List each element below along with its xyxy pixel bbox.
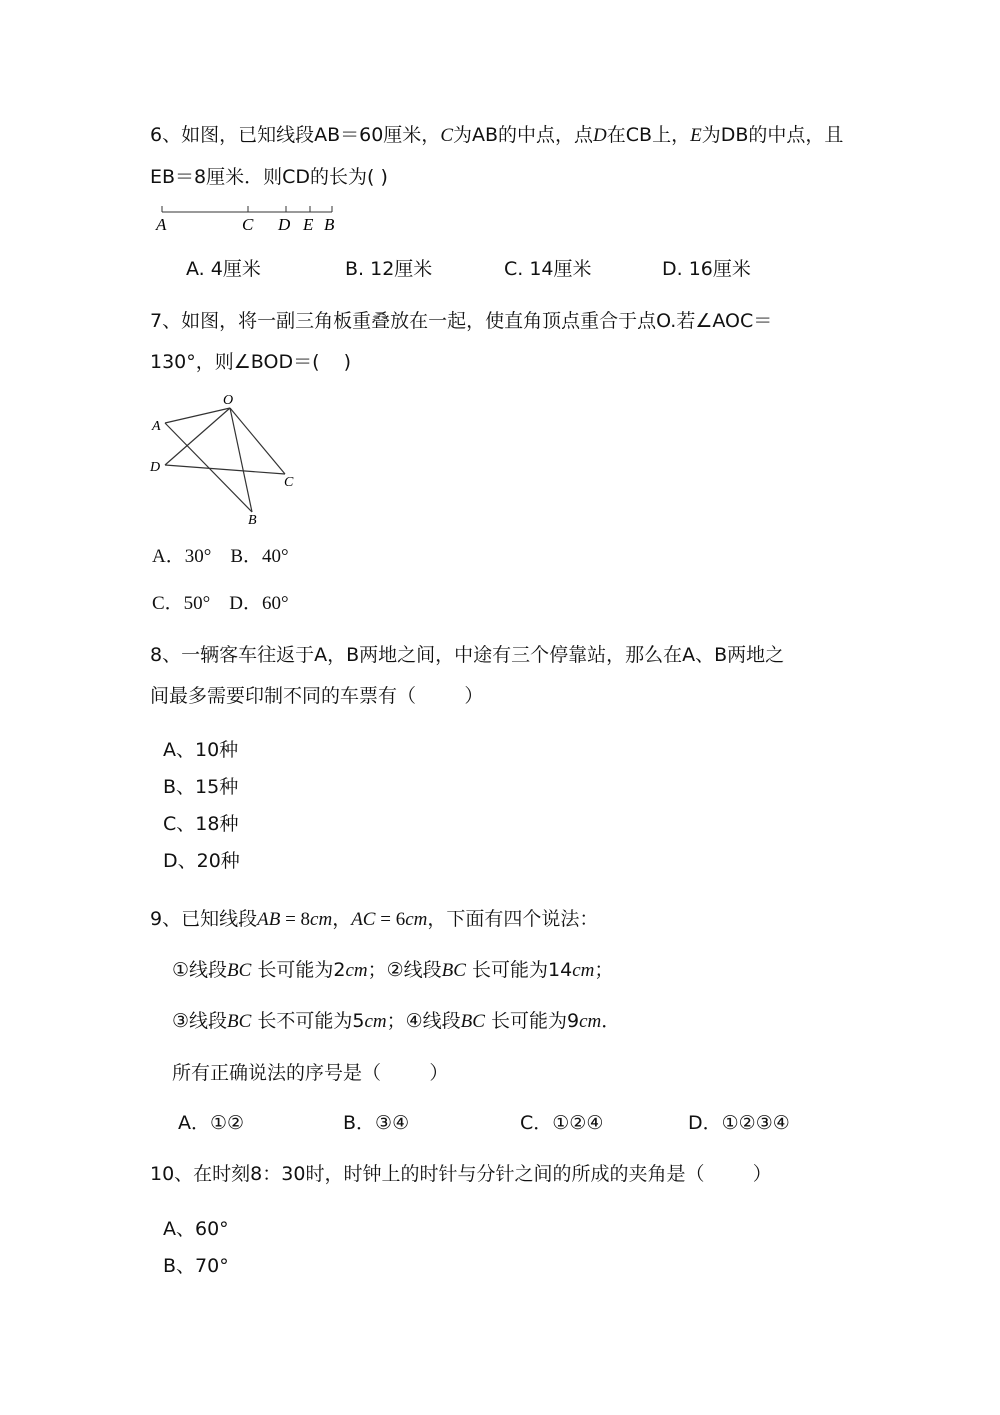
q9-text: 长可能为2 — [257, 959, 346, 981]
q6-segment-figure — [150, 200, 350, 240]
q9-text: ． — [601, 1010, 621, 1032]
q8-option-a: A、10种 — [163, 739, 239, 761]
q9-text: ；④线段 — [386, 1010, 461, 1032]
q6-var-c: C — [440, 125, 453, 146]
q9-var-ac: AC — [351, 909, 376, 930]
q6-text: 为DB的中点，且 — [701, 124, 844, 146]
q9-statement2 — [172, 1008, 620, 1035]
q7-triangle-figure — [145, 390, 315, 530]
q6-var-e: E — [690, 125, 702, 146]
q6-option-c: C. 14厘米 — [504, 258, 592, 280]
q10-option-a: A、60° — [163, 1218, 229, 1240]
q9-statement1 — [172, 957, 613, 984]
q6-label-d: D — [278, 215, 291, 234]
q9-text: 长不可能为5 — [257, 1010, 365, 1032]
q6-label-e: E — [303, 215, 314, 234]
q6-text: 6、如图，已知线段AB＝60厘米， — [150, 124, 441, 146]
q6-text: 在CB上， — [606, 124, 691, 146]
q9-var-bc: BC — [227, 1011, 252, 1032]
q8-option-b: B、15种 — [163, 776, 239, 798]
q9-var-bc: BC — [441, 960, 466, 981]
q9-prompt: 所有正确说法的序号是（ ） — [172, 1062, 449, 1084]
q6-option-d: D. 16厘米 — [662, 258, 751, 280]
q9-unit: cm — [405, 909, 428, 930]
q9-text: ； — [594, 959, 614, 981]
q9-line1 — [150, 906, 598, 933]
q9-unit: cm — [364, 1011, 387, 1032]
q8-option-d: D、20种 — [163, 850, 240, 872]
q7-label-d: D — [150, 460, 161, 475]
q9-option-d: D．①②③④ — [688, 1112, 790, 1134]
q9-text: ，下面有四个说法： — [427, 908, 599, 930]
q8-option-c: C、18种 — [163, 813, 239, 835]
q6-option-b: B. 12厘米 — [345, 258, 433, 280]
q9-unit: cm — [579, 1011, 602, 1032]
q9-var-ab: AB — [257, 909, 281, 930]
q6-label-b: B — [324, 215, 335, 234]
q7-label-b: B — [248, 513, 257, 528]
q9-unit: cm — [310, 909, 333, 930]
q7-label-a: A — [152, 419, 161, 434]
q9-text: ；②线段 — [367, 959, 442, 981]
q9-option-c: C．①②④ — [520, 1112, 604, 1134]
q7-options-row2: C．50° D．60° — [152, 593, 289, 614]
q8-line1: 8、一辆客车往返于A，B两地之间，中途有三个停靠站，那么在A、B两地之 — [150, 644, 785, 666]
q9-text: ③线段 — [172, 1010, 228, 1032]
q6-var-d: D — [593, 125, 607, 146]
q6-line1 — [150, 122, 843, 149]
q6-line2: EB＝8厘米．则CD的长为( ) — [150, 166, 388, 188]
q9-option-a: A．①② — [178, 1112, 245, 1134]
q9-text: 长可能为14 — [472, 959, 573, 981]
q9-text: = 6 — [375, 909, 406, 930]
q10-line1: 10、在时刻8：30时，时钟上的时针与分针之间的所成的夹角是（ ） — [150, 1163, 772, 1185]
q8-line2: 间最多需要印制不同的车票有（ ） — [150, 685, 484, 707]
q6-option-a: A. 4厘米 — [186, 258, 261, 280]
q9-text: ①线段 — [172, 959, 228, 981]
q6-text: 为AB的中点，点 — [453, 124, 594, 146]
q7-line1: 7、如图，将一副三角板重叠放在一起，使直角顶点重合于点O.若∠AOC＝ — [150, 310, 773, 332]
q7-label-o: O — [223, 393, 234, 408]
q7-options-row1: A．30° B．40° — [152, 546, 289, 567]
q9-text: 9、已知线段 — [150, 908, 258, 930]
q9-text: ， — [332, 908, 352, 930]
q6-label-c: C — [242, 215, 254, 234]
q9-unit: cm — [572, 960, 595, 981]
q9-var-bc: BC — [227, 960, 252, 981]
q9-option-b: B．③④ — [343, 1112, 410, 1134]
q6-label-a: A — [156, 215, 167, 234]
q9-unit: cm — [345, 960, 368, 981]
q9-text: 长可能为9 — [491, 1010, 580, 1032]
q7-line2: 130°，则∠BOD＝( ) — [150, 351, 352, 373]
q9-text: = 8 — [280, 909, 311, 930]
q10-option-b: B、70° — [163, 1255, 229, 1277]
q9-var-bc: BC — [460, 1011, 485, 1032]
q7-label-c: C — [284, 475, 294, 490]
